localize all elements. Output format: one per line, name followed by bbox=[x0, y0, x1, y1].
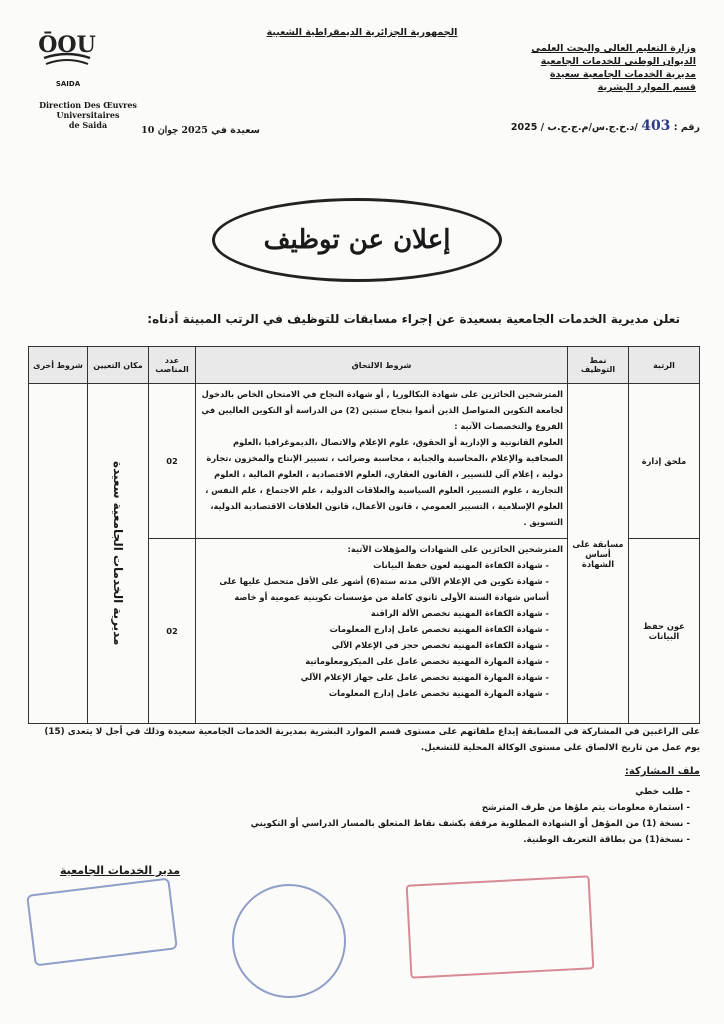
ref-label: رقم : bbox=[673, 122, 700, 133]
col-count: عدد المناصب bbox=[149, 347, 196, 384]
reference-line bbox=[400, 120, 700, 134]
mode-cell: مسابقة على أساس الشهادة bbox=[568, 384, 629, 724]
list-item: - شهادة الكفاءة المهنية تخصص الألة الراقنة bbox=[370, 608, 549, 618]
list-item: - نسخة (1) من المؤهل أو الشهادة المطلوبة مرفقة بكشف نقاط المتعلق بالمسار الدراسي أو التكويني bbox=[250, 819, 690, 829]
count-cell: 02 bbox=[149, 384, 196, 539]
announcement-title: إعلان عن توظيف bbox=[212, 198, 502, 282]
admin-line-3: de Saida bbox=[68, 120, 108, 130]
ref-suffix: /د.خ.ج.س/م.ج.ح.ب / 2025 bbox=[510, 122, 638, 133]
count-cell: 02 bbox=[149, 539, 196, 724]
condition-fields: العلوم القانونية و الإدارية أو الحقوق، علوم الإعلام والاتصال ،الديموغرافيا ،العلوم الصحافية والإعلام ،المحاسبة والجباية ، محاسبة وضرائب ، تسيير الإنتاج والمخزون ،تجارة دولية ، إعلام آلي للتسيير ، القانون العقاري، العلوم الاقتصادية ، العلوم المالية ، العلوم التجارية ، علوم التسيير، العلوم السياسية والعلاقات الدولية ، علم الاجتماع ، علم النفس ، العلوم الإسلامية ، التسيير العمومي ، قانون الأعمال، قانون العلاقات الاقتصادية الدولية، التسويق . bbox=[205, 437, 563, 527]
admin-line-2: Universitaires bbox=[56, 110, 120, 120]
intro-text: تعلن مديرية الخدمات الجامعية بسعيدة عن إجراء مسابقات للتوظيف في الرتب المبينة أدناه: bbox=[147, 312, 680, 326]
table-header-row bbox=[29, 347, 700, 384]
admin-line-1: Direction Des Œuvres bbox=[39, 100, 137, 110]
list-item: - شهادة المهارة المهنية تخصص عامل على الميكرومعلوماتية bbox=[305, 656, 549, 666]
list-item: - شهادة الكفاءة المهنية تخصص عامل إدارج المعلومات bbox=[329, 624, 549, 634]
department: قسم الموارد البشرية bbox=[597, 82, 696, 93]
conditions-cell bbox=[196, 539, 568, 724]
date-value: 2025 جوان 10 bbox=[141, 125, 208, 136]
signature-title: مدير الخدمات الجامعية bbox=[59, 864, 181, 877]
list-item: - شهادة الكفاءة المهنية تخصص حجز في الإعلام الآلي bbox=[331, 640, 549, 650]
republic-title: الجمهورية الجزائرية الديمقراطية الشعبية bbox=[266, 27, 458, 38]
file-title: ملف المشاركة: bbox=[624, 766, 700, 777]
list-item: - شهادة المهارة المهنية تخصص عامل على جهاز الإعلام الآلي bbox=[300, 672, 549, 682]
workplace-text: مديرية الخدمات الجامعية سعيدة bbox=[111, 461, 125, 646]
date-label: سعيدة في bbox=[211, 125, 260, 136]
deadline-text: على الراغبين في المشاركة في المسابقة إيداع ملفاتهم على مستوى قسم الموارد البشرية بمديرية الخدمات الجامعية سعيدة وذلك في أجل لا يتعدى (15) يوم عمل من تاريخ الالصاق على مستوى الوكالة المحلية للتشغيل. bbox=[44, 727, 700, 753]
round-seal bbox=[232, 884, 346, 998]
col-other: شروط أخرى bbox=[29, 347, 88, 384]
directorate: مديرية الخدمات الجامعية سعيدة bbox=[549, 69, 696, 80]
table-row bbox=[29, 384, 700, 539]
employment-agency-stamp bbox=[406, 875, 595, 979]
director-stamp bbox=[26, 877, 178, 966]
other-cell bbox=[29, 384, 88, 724]
saida-logo bbox=[38, 28, 96, 80]
grade-cell: ملحق إدارة bbox=[629, 384, 700, 539]
list-item: - طلب خطي bbox=[635, 787, 690, 797]
list-item: - شهادة تكوين في الإعلام الآلي مدته ستة(6) أشهر على الأقل متحصل عليها على أساس شهادة السنة الأولى ثانوي كاملة من مؤسسات تكوينية عمومية أو خاصة bbox=[219, 576, 549, 602]
list-item: - نسخة(1) من بطاقة التعريف الوطنية. bbox=[523, 835, 690, 845]
svg-text:ŌOU: ŌOU bbox=[38, 32, 96, 58]
date-line bbox=[110, 124, 260, 137]
positions-table bbox=[28, 346, 700, 724]
conditions-cell bbox=[196, 384, 568, 539]
col-mode: نمط التوظيف bbox=[568, 347, 629, 384]
col-workplace: مكان التعيين bbox=[88, 347, 149, 384]
office: الديوان الوطني للخدمات الجامعية bbox=[540, 56, 696, 67]
ministry: وزارة التعليم العالي والبحث العلمي bbox=[531, 43, 696, 54]
file-list bbox=[150, 784, 690, 848]
list-item: - استمارة معلومات يتم ملؤها من طرف المترشح bbox=[481, 803, 690, 813]
col-conditions: شروط الالتحاق bbox=[196, 347, 568, 384]
logo-caption: SAIDA bbox=[55, 80, 81, 88]
ref-number: 403 bbox=[641, 118, 671, 134]
qualification-list bbox=[200, 557, 563, 701]
condition-intro: المترشحين الحائزين على شهادة البكالوريا , أو شهادة النجاح في الامتحان الخاص بالدخول لجامعة التكوين المتواصل الذين أتموا بنجاح سنتين (2) من الدراسة أو التكوين العاليين في الفروع والتخصصات الآتية : bbox=[201, 389, 563, 431]
grade-cell: عون حفظ البيانات bbox=[629, 539, 700, 724]
col-grade: الرتبة bbox=[629, 347, 700, 384]
list-item: - شهادة المهارة المهنية تخصص عامل إدارج المعلومات bbox=[328, 688, 549, 698]
workplace-cell bbox=[88, 384, 149, 724]
header-block bbox=[440, 42, 696, 94]
list-item: - شهادة الكفاءة المهنية لعون حفظ البيانات bbox=[373, 560, 549, 570]
condition-intro: المترشحين الحائزين على الشهادات والمؤهلات الآتية: bbox=[347, 544, 563, 554]
